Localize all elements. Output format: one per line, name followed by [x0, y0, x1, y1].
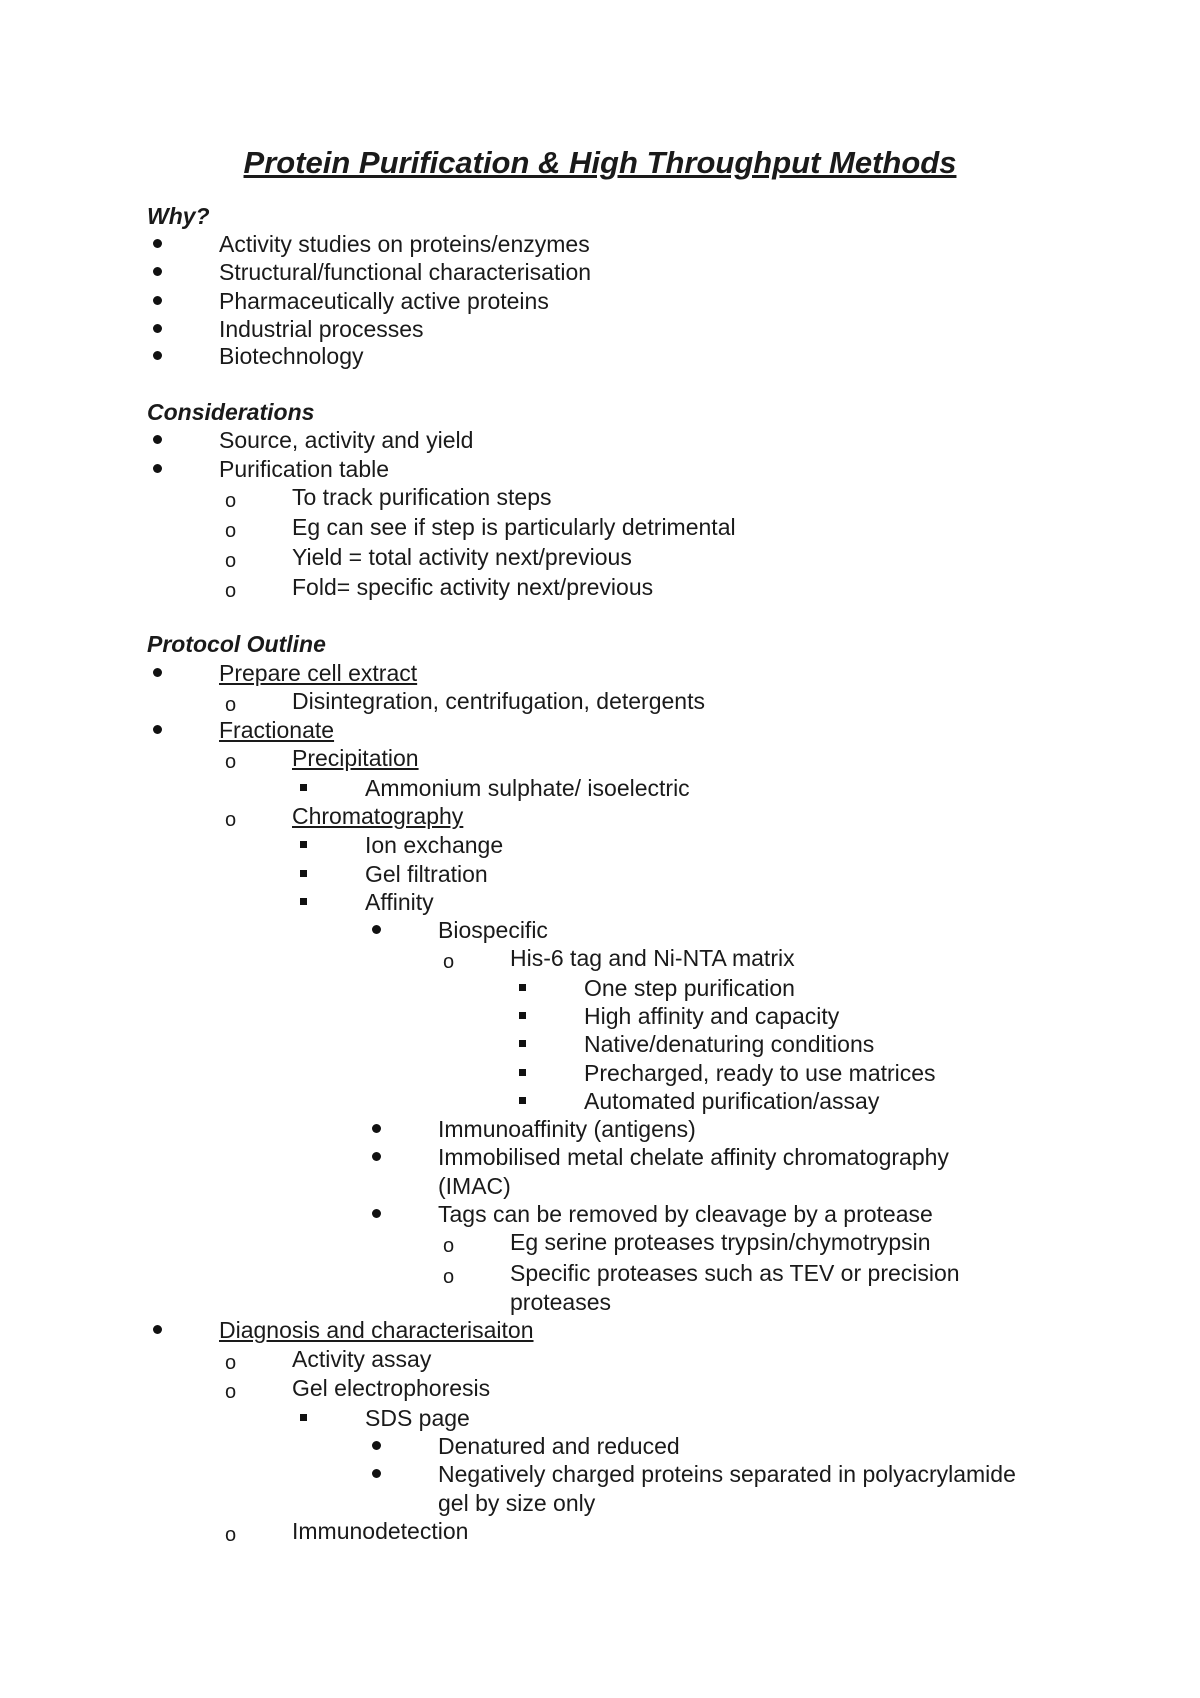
list-item: Affinity [365, 888, 434, 916]
list-item: Precharged, ready to use matrices [584, 1059, 936, 1087]
list-item: o Eg can see if step is particularly detrimental [292, 513, 736, 541]
bullet-circle-icon: o [225, 520, 237, 542]
list-item: Denatured and reduced [438, 1432, 680, 1460]
bullet-dot-icon [147, 659, 167, 687]
list-item: High affinity and capacity [584, 1002, 839, 1030]
list-item: One step purification [584, 974, 795, 1002]
bullet-square-icon [512, 1030, 532, 1058]
bullet-square-icon [293, 1404, 313, 1432]
list-item: o To track purification steps [292, 483, 552, 511]
list-item: Diagnosis and characterisaiton [219, 1316, 534, 1344]
bullet-dot-icon [366, 1200, 386, 1228]
bullet-circle-icon: o [225, 490, 237, 512]
list-item: o Precipitation [292, 744, 419, 772]
bullet-circle-icon: o [225, 550, 237, 572]
bullet-circle-icon: o [225, 1524, 237, 1546]
list-item: SDS page [365, 1404, 470, 1432]
bullet-dot-icon [147, 1316, 167, 1344]
list-item-continuation: gel by size only [438, 1490, 596, 1516]
bullet-dot-icon [147, 287, 167, 315]
list-item: Activity studies on proteins/enzymes [219, 230, 590, 258]
bullet-dot-icon [147, 455, 167, 483]
list-item: o Gel electrophoresis [292, 1374, 490, 1402]
bullet-circle-icon: o [225, 1381, 237, 1403]
list-item: Structural/functional characterisation [219, 258, 591, 286]
list-item: Gel filtration [365, 860, 488, 888]
list-item: o His-6 tag and Ni-NTA matrix [510, 944, 795, 972]
list-item: Negatively charged proteins separated in polyacrylamide [438, 1460, 1016, 1488]
section-heading-why: Why? [147, 203, 210, 229]
list-item: Pharmaceutically active proteins [219, 287, 549, 315]
list-item: o Eg serine proteases trypsin/chymotrypsin [510, 1228, 931, 1256]
section-heading-protocol: Protocol Outline [147, 631, 326, 657]
bullet-circle-icon: o [225, 580, 237, 602]
bullet-square-icon [512, 1002, 532, 1030]
bullet-circle-icon: o [443, 1266, 455, 1288]
bullet-dot-icon [147, 258, 167, 286]
bullet-square-icon [512, 974, 532, 1002]
bullet-circle-icon: o [225, 1352, 237, 1374]
list-item: o Fold= specific activity next/previous [292, 573, 653, 601]
list-item: Ammonium sulphate/ isoelectric [365, 774, 690, 802]
list-item: Automated purification/assay [584, 1087, 879, 1115]
list-item: Biotechnology [219, 342, 364, 370]
bullet-circle-icon: o [225, 751, 237, 773]
list-item: o Chromatography [292, 802, 463, 830]
list-item: Prepare cell extract [219, 659, 417, 687]
bullet-square-icon [293, 831, 313, 859]
bullet-square-icon [512, 1087, 532, 1115]
bullet-dot-icon [147, 315, 167, 343]
bullet-dot-icon [366, 1460, 386, 1488]
bullet-square-icon [293, 888, 313, 916]
list-item: Source, activity and yield [219, 426, 473, 454]
page-title: Protein Purification & High Throughput Methods [243, 145, 957, 180]
bullet-square-icon [293, 774, 313, 802]
list-item: Biospecific [438, 916, 548, 944]
bullet-dot-icon [147, 342, 167, 370]
list-item: o Specific proteases such as TEV or precision [510, 1259, 960, 1287]
section-heading-considerations: Considerations [147, 399, 315, 425]
bullet-dot-icon [366, 1143, 386, 1171]
list-item: Immunoaffinity (antigens) [438, 1115, 696, 1143]
bullet-dot-icon [147, 716, 167, 744]
list-item: Industrial processes [219, 315, 424, 343]
bullet-dot-icon [147, 230, 167, 258]
list-item: o Immunodetection [292, 1517, 468, 1545]
bullet-circle-icon: o [443, 951, 455, 973]
list-item-continuation: (IMAC) [438, 1173, 511, 1199]
list-item: Tags can be removed by cleavage by a protease [438, 1200, 933, 1228]
bullet-circle-icon: o [225, 694, 237, 716]
list-item: o Activity assay [292, 1345, 431, 1373]
bullet-square-icon [293, 860, 313, 888]
list-item-continuation: proteases [510, 1289, 612, 1315]
list-item: Ion exchange [365, 831, 503, 859]
bullet-circle-icon: o [225, 809, 237, 831]
bullet-circle-icon: o [443, 1235, 455, 1257]
bullet-dot-icon [366, 1432, 386, 1460]
list-item: Native/denaturing conditions [584, 1030, 874, 1058]
bullet-dot-icon [147, 426, 167, 454]
bullet-square-icon [512, 1059, 532, 1087]
bullet-dot-icon [366, 1115, 386, 1143]
list-item: Fractionate [219, 716, 334, 744]
list-item: o Disintegration, centrifugation, detergents [292, 687, 705, 715]
bullet-dot-icon [366, 916, 386, 944]
list-item: o Yield = total activity next/previous [292, 543, 632, 571]
list-item: Immobilised metal chelate affinity chromatography [438, 1143, 949, 1171]
list-item: Purification table [219, 455, 389, 483]
